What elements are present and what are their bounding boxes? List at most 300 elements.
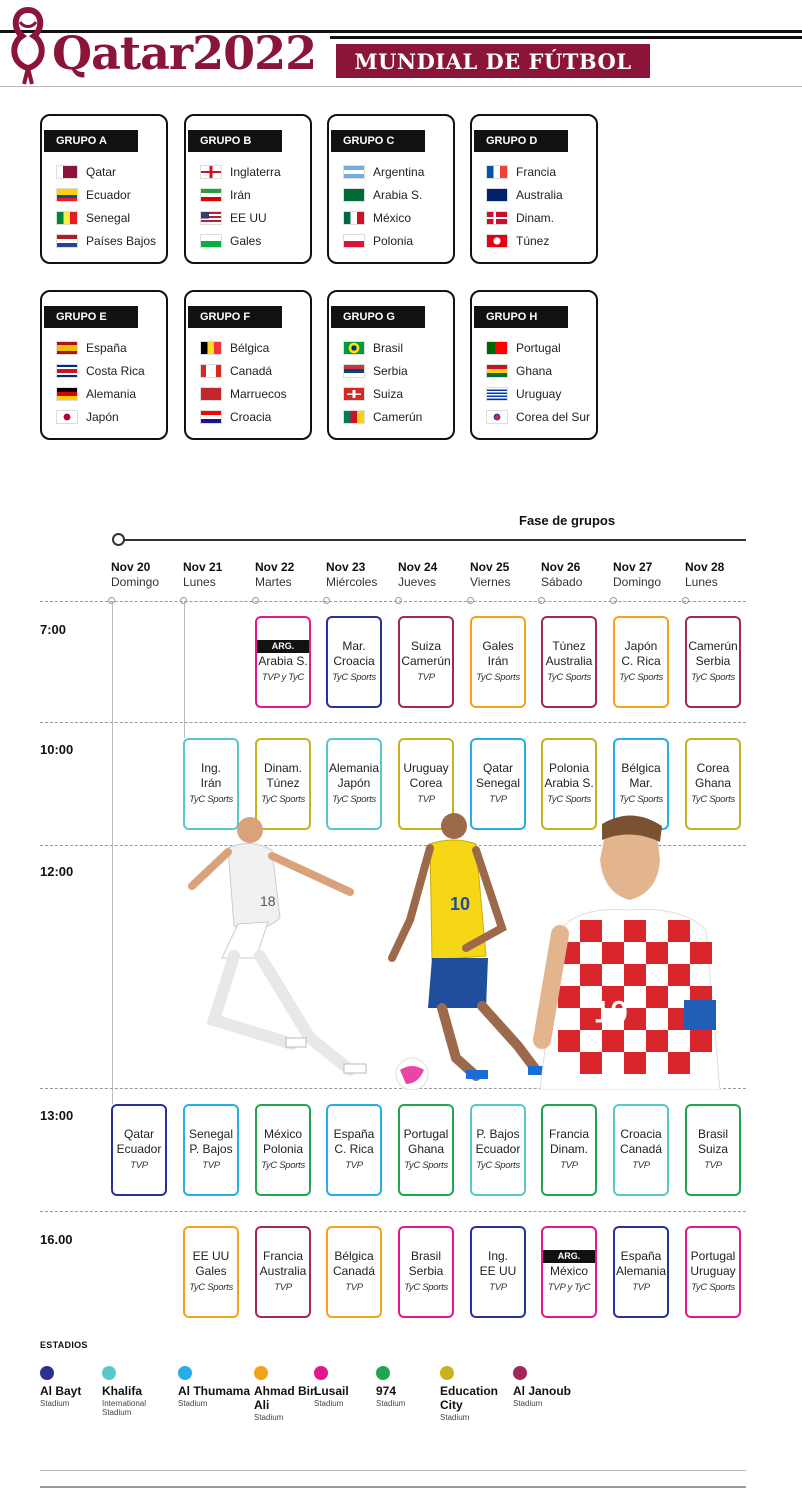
header-rule-2 (330, 36, 802, 39)
match-card[interactable] (326, 1226, 382, 1318)
tunisia-flag-icon (486, 234, 508, 248)
team-row (200, 185, 251, 205)
match-channel: TVP (704, 1160, 722, 1171)
spain-flag-icon (56, 341, 78, 355)
time-divider (40, 1211, 746, 1212)
switzerland-flag-icon (343, 387, 365, 401)
team-row (486, 384, 561, 404)
group-title: GRUPO A (44, 130, 138, 152)
match-team: Brasil (697, 1127, 728, 1141)
phase-label: Fase de grupos (519, 513, 616, 528)
serbia-flag-icon (343, 364, 365, 378)
match-team: Bélgica (334, 1249, 374, 1263)
match-team: Croacia (333, 654, 375, 668)
match-channel: TVP (345, 1282, 363, 1293)
timeline-start-dot (112, 533, 125, 546)
team-row (56, 208, 130, 228)
day-weekday: Viernes (470, 575, 511, 589)
group-card (327, 114, 455, 264)
match-team: Serbia (695, 654, 731, 668)
match-card[interactable] (470, 1226, 526, 1318)
match-team: Irán (487, 654, 509, 668)
match-channel: TyC Sports (404, 1282, 448, 1293)
stadium-subtitle: Stadium (254, 1413, 284, 1422)
team-row (486, 208, 554, 228)
match-team: Ecuador (116, 1142, 162, 1156)
team-name: Países Bajos (86, 234, 157, 248)
match-team: Serbia (408, 1264, 444, 1278)
argentina-badge: ARG. (542, 1250, 596, 1263)
match-card[interactable] (326, 616, 382, 708)
match-channel: TVP (632, 1160, 650, 1171)
match-card[interactable] (183, 1104, 239, 1196)
match-channel: TyC Sports (476, 672, 520, 683)
poland-flag-icon (343, 234, 365, 248)
qatar-flag-icon (56, 165, 78, 179)
match-card[interactable] (685, 1226, 741, 1318)
match-team: Senegal (188, 1127, 234, 1141)
stadium-name: Al Bayt (40, 1384, 82, 1398)
day-weekday: Domingo (111, 575, 160, 589)
usa-flag-icon (200, 211, 222, 225)
team-row (343, 407, 422, 427)
stadium-legend-item (513, 1366, 585, 1408)
stadium-color-dot (178, 1366, 192, 1380)
day-header (470, 560, 510, 590)
cameroon-flag-icon (343, 410, 365, 424)
match-channel: TyC Sports (691, 1282, 735, 1293)
team-name: Ghana (516, 364, 553, 378)
stadium-name: 974 (376, 1384, 397, 1398)
stadium-color-dot (314, 1366, 328, 1380)
match-team: Gales (482, 639, 514, 653)
day-weekday: Lunes (685, 575, 718, 589)
team-name: Qatar (86, 165, 117, 179)
match-team: Gales (195, 1264, 227, 1278)
team-name: Argentina (373, 165, 425, 179)
team-row (343, 162, 424, 182)
group-card (184, 114, 312, 264)
match-team: México (549, 1263, 588, 1278)
match-channel: TVP (417, 672, 435, 683)
page-title-banner: MUNDIAL DE FÚTBOL (336, 44, 650, 78)
stadium-name: Al Janoub (513, 1384, 572, 1398)
qatar-2022-emblem-icon (6, 6, 50, 88)
japan-flag-icon (56, 410, 78, 424)
stadium-color-dot (376, 1366, 390, 1380)
stadium-name: Education City (440, 1384, 499, 1412)
match-team: Australia (259, 1264, 307, 1278)
day-weekday: Miércoles (326, 575, 378, 589)
team-row (56, 231, 156, 251)
group-card (40, 290, 168, 440)
france-flag-icon (486, 165, 508, 179)
match-card[interactable] (541, 1226, 597, 1318)
wales-flag-icon (200, 234, 222, 248)
svg-text:10: 10 (594, 996, 628, 1029)
match-card[interactable] (111, 1104, 167, 1196)
match-team: México (263, 1127, 302, 1141)
match-team: Australia (545, 654, 593, 668)
morocco-flag-icon (200, 387, 222, 401)
match-channel: TyC Sports (691, 794, 735, 805)
team-name: Serbia (373, 364, 408, 378)
match-team: Corea (696, 761, 730, 775)
match-channel: TVP (489, 794, 507, 805)
team-name: Corea del Sur (516, 410, 591, 424)
time-slot-label: 10:00 (40, 742, 74, 757)
match-team: Ing. (200, 761, 221, 775)
stadium-legend-item (102, 1366, 174, 1417)
match-channel: TVP (345, 1160, 363, 1171)
team-row (200, 407, 271, 427)
match-channel: TyC Sports (332, 794, 376, 805)
match-card[interactable] (685, 1104, 741, 1196)
footer-rule (40, 1470, 746, 1471)
match-channel: TyC Sports (547, 672, 591, 683)
day-header (398, 560, 437, 590)
player-croatia-figure (540, 815, 720, 1090)
team-row (486, 185, 563, 205)
day-guide-line (184, 601, 185, 738)
match-card[interactable] (255, 616, 311, 708)
stadium-subtitle: Stadium (440, 1413, 470, 1422)
stadium-legend-item (440, 1366, 512, 1422)
match-team: Dinam. (549, 1142, 588, 1156)
match-card[interactable] (470, 616, 526, 708)
time-slot-label: 7:00 (40, 622, 67, 637)
team-name: Túnez (516, 234, 550, 248)
footer-rule-2 (40, 1486, 746, 1488)
match-team: Túnez (552, 639, 586, 653)
day-date: Nov 24 (398, 560, 438, 574)
team-row (486, 338, 561, 358)
match-channel: TVP (202, 1160, 220, 1171)
mexico-flag-icon (343, 211, 365, 225)
match-card[interactable] (326, 1104, 382, 1196)
match-channel: TyC Sports (332, 672, 376, 683)
day-weekday: Jueves (398, 575, 437, 589)
match-team: Qatar (482, 761, 513, 775)
team-name: Gales (230, 234, 262, 248)
match-team: Francia (262, 1249, 303, 1263)
team-row (200, 384, 287, 404)
match-team: Canadá (332, 1264, 376, 1278)
match-card[interactable] (613, 1104, 669, 1196)
team-row (486, 361, 552, 381)
match-team: Qatar (123, 1127, 154, 1141)
match-team: Uruguay (403, 761, 449, 775)
team-row (343, 384, 403, 404)
match-team: Alemania (328, 761, 380, 775)
match-team: Portugal (403, 1127, 449, 1141)
day-weekday: Sábado (541, 575, 583, 589)
team-name: Marruecos (230, 387, 287, 401)
stadium-name: Ahmad Bin Ali (254, 1384, 318, 1412)
match-team: Túnez (266, 776, 300, 790)
match-team: C. Rica (334, 1142, 374, 1156)
day-header (326, 560, 377, 590)
stadium-name: Al Thumama (178, 1384, 251, 1398)
costarica-flag-icon (56, 364, 78, 378)
day-date: Nov 28 (685, 560, 725, 574)
team-name: Canadá (230, 364, 273, 378)
belgium-flag-icon (200, 341, 222, 355)
svg-text:10: 10 (450, 894, 471, 914)
day-date: Nov 20 (111, 560, 151, 574)
svg-text:18: 18 (260, 893, 276, 909)
team-row (56, 338, 127, 358)
day-header (183, 560, 222, 590)
ecuador-flag-icon (56, 188, 78, 202)
day-header (111, 560, 159, 590)
match-team: Dinam. (263, 761, 302, 775)
stadium-color-dot (40, 1366, 54, 1380)
team-name: México (373, 211, 412, 225)
team-name: Croacia (230, 410, 272, 424)
match-team: Portugal (690, 1249, 736, 1263)
team-name: Camerún (373, 410, 423, 424)
day-date: Nov 26 (541, 560, 581, 574)
team-name: EE UU (230, 211, 267, 225)
match-card[interactable] (398, 1226, 454, 1318)
group-title: GRUPO B (188, 130, 282, 152)
group-card (40, 114, 168, 264)
match-team: Arabia S. (544, 776, 594, 790)
match-team: Corea (409, 776, 443, 790)
team-row (200, 162, 281, 182)
stadium-color-dot (102, 1366, 116, 1380)
team-row (200, 231, 261, 251)
match-channel: TVP (274, 1282, 292, 1293)
day-date: Nov 21 (183, 560, 223, 574)
stadium-legend-item (376, 1366, 448, 1408)
team-row (56, 185, 131, 205)
match-card[interactable] (255, 1104, 311, 1196)
match-team: Senegal (475, 776, 521, 790)
match-channel: TyC Sports (404, 1160, 448, 1171)
team-row (486, 162, 556, 182)
match-channel: TyC Sports (476, 1160, 520, 1171)
team-row (56, 162, 116, 182)
group-card (470, 114, 598, 264)
day-header (541, 560, 582, 590)
group-title: GRUPO D (474, 130, 568, 152)
germany-flag-icon (56, 387, 78, 401)
team-row (56, 384, 136, 404)
match-channel: TVP y TyC (547, 1281, 591, 1293)
match-team: Ghana (407, 1142, 445, 1156)
korea-flag-icon (486, 410, 508, 424)
match-card[interactable] (613, 616, 669, 708)
group-card (184, 290, 312, 440)
match-team: España (333, 1127, 375, 1141)
match-card[interactable] (255, 1226, 311, 1318)
stadium-color-dot (254, 1366, 268, 1380)
stadium-legend-item (178, 1366, 250, 1408)
group-title: GRUPO G (331, 306, 425, 328)
day-date: Nov 23 (326, 560, 366, 574)
player-brazil-figure (392, 813, 550, 1079)
match-card[interactable] (541, 616, 597, 708)
match-team: Arabia S. (258, 653, 308, 668)
match-channel: TyC Sports (691, 672, 735, 683)
england-flag-icon (200, 165, 222, 179)
canada-flag-icon (200, 364, 222, 378)
match-team: Japón (337, 776, 371, 790)
day-date: Nov 22 (255, 560, 295, 574)
team-name: Bélgica (230, 341, 270, 355)
time-slot-label: 12:00 (40, 864, 74, 879)
team-name: Australia (516, 188, 563, 202)
day-header (685, 560, 724, 590)
match-channel: TyC Sports (189, 1282, 233, 1293)
group-title: GRUPO F (188, 306, 282, 328)
team-row (200, 338, 269, 358)
day-header (255, 560, 294, 590)
match-team: Japón (624, 639, 658, 653)
group-title: GRUPO C (331, 130, 425, 152)
group-title: GRUPO H (474, 306, 568, 328)
team-row (343, 338, 403, 358)
football-ball (396, 1058, 428, 1090)
saudi-flag-icon (343, 188, 365, 202)
team-name: Senegal (86, 211, 131, 225)
time-slot-label: 16.00 (40, 1232, 73, 1247)
time-divider (40, 722, 746, 723)
players-illustration (110, 808, 746, 1090)
team-row (343, 208, 411, 228)
team-name: Brasil (373, 341, 404, 355)
group-title: GRUPO E (44, 306, 138, 328)
team-name: Inglaterra (230, 165, 281, 179)
team-name: España (86, 341, 127, 355)
team-name: Suiza (373, 387, 404, 401)
stadium-color-dot (513, 1366, 527, 1380)
stadium-subtitle: Stadium (40, 1399, 70, 1408)
team-name: Uruguay (516, 387, 562, 401)
match-card[interactable] (613, 1226, 669, 1318)
time-divider (40, 601, 746, 602)
match-channel: TyC Sports (547, 794, 591, 805)
match-card[interactable] (398, 1104, 454, 1196)
match-team: Francia (548, 1127, 589, 1141)
player-england-figure (192, 817, 366, 1073)
match-team: España (620, 1249, 662, 1263)
match-channel: TVP (417, 794, 435, 805)
match-channel: TyC Sports (619, 672, 663, 683)
match-team: Ghana (694, 776, 732, 790)
match-card[interactable] (398, 616, 454, 708)
argentina-flag-icon (343, 165, 365, 179)
match-card[interactable] (183, 1226, 239, 1318)
team-name: Ecuador (86, 188, 131, 202)
match-team: Polonia (262, 1142, 304, 1156)
match-channel: TVP (130, 1160, 148, 1171)
match-channel: TyC Sports (189, 794, 233, 805)
match-team: Alemania (615, 1264, 667, 1278)
team-name: Alemania (86, 387, 137, 401)
match-team: Uruguay (690, 1264, 736, 1278)
match-team: Brasil (410, 1249, 441, 1263)
match-team: EE UU (479, 1264, 517, 1278)
brazil-flag-icon (343, 341, 365, 355)
stadium-subtitle: Stadium (178, 1399, 208, 1408)
match-channel: TVP (560, 1160, 578, 1171)
match-team: P. Bajos (476, 1127, 520, 1141)
team-row (56, 407, 119, 427)
match-channel: TVP (489, 1282, 507, 1293)
stadium-subtitle: International Stadium (102, 1399, 147, 1417)
match-card[interactable] (541, 1104, 597, 1196)
match-team: Mar. (342, 639, 366, 653)
stadium-color-dot (440, 1366, 454, 1380)
match-card[interactable] (470, 1104, 526, 1196)
portugal-flag-icon (486, 341, 508, 355)
team-name: Irán (230, 188, 251, 202)
team-name: Costa Rica (86, 364, 145, 378)
match-card[interactable] (685, 616, 741, 708)
match-team: Canadá (619, 1142, 663, 1156)
team-row (343, 185, 422, 205)
match-team: Irán (200, 776, 222, 790)
match-team: EE UU (192, 1249, 230, 1263)
match-team: Suiza (697, 1142, 729, 1156)
header-divider (0, 86, 802, 87)
stadium-name: Khalifa (102, 1384, 143, 1398)
australia-flag-icon (486, 188, 508, 202)
team-row (486, 407, 590, 427)
ghana-flag-icon (486, 364, 508, 378)
timeline-line (122, 539, 746, 541)
qatar2022-logo: Qatar2022 (52, 26, 317, 80)
stadium-subtitle: Stadium (376, 1399, 406, 1408)
match-team: Mar. (629, 776, 653, 790)
match-channel: TyC Sports (619, 794, 663, 805)
match-team: Bélgica (621, 761, 661, 775)
match-team: C. Rica (621, 654, 661, 668)
netherlands-flag-icon (56, 234, 78, 248)
croatia-flag-icon (200, 410, 222, 424)
day-date: Nov 25 (470, 560, 510, 574)
day-header (613, 560, 661, 590)
match-team: Ing. (487, 1249, 508, 1263)
match-team: Croacia (620, 1127, 662, 1141)
team-row (343, 231, 413, 251)
argentina-badge: ARG. (256, 640, 310, 653)
group-card (470, 290, 598, 440)
match-channel: TVP y TyC (261, 671, 305, 683)
stadiums-title: ESTADIOS (40, 1340, 88, 1350)
match-channel: TyC Sports (261, 794, 305, 805)
team-name: Portugal (516, 341, 561, 355)
team-name: Arabia S. (373, 188, 423, 202)
day-weekday: Martes (255, 575, 292, 589)
time-slot-label: 13:00 (40, 1108, 74, 1123)
team-row (200, 208, 267, 228)
team-row (486, 231, 549, 251)
team-row (200, 361, 272, 381)
group-card (327, 290, 455, 440)
team-row (343, 361, 408, 381)
match-channel: TyC Sports (261, 1160, 305, 1171)
match-team: Suiza (410, 639, 442, 653)
day-weekday: Domingo (613, 575, 662, 589)
team-row (56, 361, 145, 381)
team-name: Polonia (373, 234, 414, 248)
uruguay-flag-icon (486, 387, 508, 401)
team-name: Japón (86, 410, 119, 424)
